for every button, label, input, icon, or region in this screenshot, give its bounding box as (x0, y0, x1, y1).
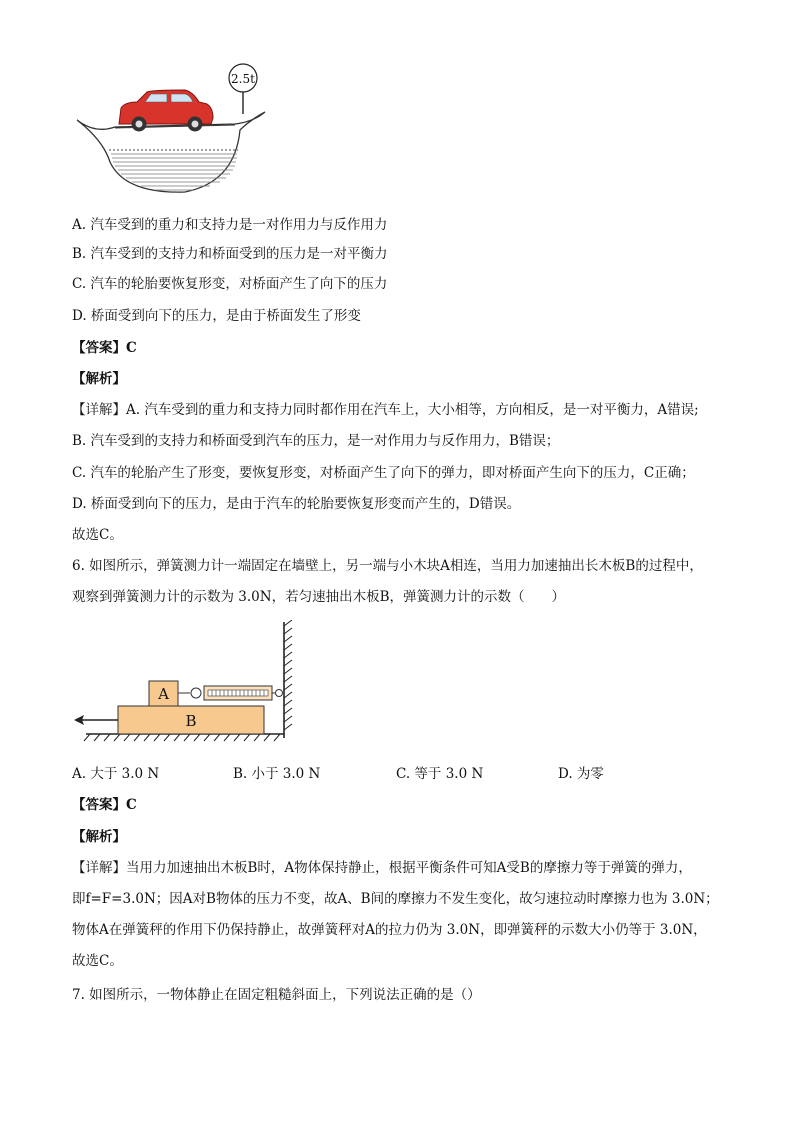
q6-option-b: B. 小于 3.0 N (233, 766, 321, 782)
q5-analysis-heading: 【解析】 (72, 371, 126, 387)
block-b-label: B (185, 712, 197, 730)
spring-scale-figure (72, 620, 302, 745)
q6-detail-line: 即f=F=3.0N；因A对B物体的压力不变，故A、B间的摩擦力不发生变化，故匀速拉动时摩擦力也为 3.0N； (72, 891, 719, 907)
q6-option-c: C. 等于 3.0 N (396, 766, 484, 782)
q6-detail-line: 物体A在弹簧秤的作用下仍保持静止，故弹簧秤对A的拉力仍为 3.0N，即弹簧秤的示数大小仍等于 3.0N， (72, 922, 707, 938)
q5-answer: 【答案】C (72, 340, 137, 356)
q6-detail-line: 故选C。 (72, 953, 123, 969)
q5-option-b: B. 汽车受到的支持力和桥面受到的压力是一对平衡力 (72, 246, 388, 262)
q5-option-d: D. 桥面受到向下的压力，是由于桥面发生了形变 (72, 308, 361, 324)
weight-limit-sign: 2.5t (231, 72, 255, 86)
q6-analysis-heading: 【解析】 (72, 829, 126, 845)
q6-stem-line: 观察到弹簧测力计的示数为 3.0N，若匀速抽出木板B，弹簧测力计的示数（ ） (72, 589, 565, 605)
q5-option-a: A. 汽车受到的重力和支持力是一对作用力与反作用力 (72, 217, 388, 233)
q5-detail-line: D. 桥面受到向下的压力，是由于汽车的轮胎要恢复形变而产生的，D错误。 (72, 496, 521, 512)
q5-detail-line: C. 汽车的轮胎产生了形变，要恢复形变，对桥面产生了向下的弹力，即对桥面产生向下的压力，C正确； (72, 465, 695, 481)
q5-detail-line: 【详解】A. 汽车受到的重力和支持力同时都作用在汽车上，大小相等，方向相反，是一对平衡力，A错误; (72, 402, 699, 418)
car-bridge-figure (75, 62, 275, 197)
q6-stem-line: 6. 如图所示，弹簧测力计一端固定在墙壁上，另一端与小木块A相连，当用力加速抽出长木板B的过程中， (72, 558, 703, 574)
q6-option-a: A. 大于 3.0 N (72, 766, 160, 782)
q7-stem: 7. 如图所示，一物体静止在固定粗糙斜面上，下列说法正确的是（） (72, 987, 481, 1003)
q5-option-c: C. 汽车的轮胎要恢复形变，对桥面产生了向下的压力 (72, 276, 388, 292)
q5-detail-line: B. 汽车受到的支持力和桥面受到汽车的压力，是一对作用力与反作用力，B错误； (72, 433, 560, 449)
block-a-label: A (158, 685, 169, 703)
q6-option-d: D. 为零 (558, 766, 604, 782)
q6-detail-line: 【详解】当用力加速抽出木板B时，A物体保持静止，根据平衡条件可知A受B的摩擦力等于弹簧的弹力， (72, 860, 692, 876)
q5-detail-line: 故选C。 (72, 527, 123, 543)
q6-answer: 【答案】C (72, 797, 137, 813)
